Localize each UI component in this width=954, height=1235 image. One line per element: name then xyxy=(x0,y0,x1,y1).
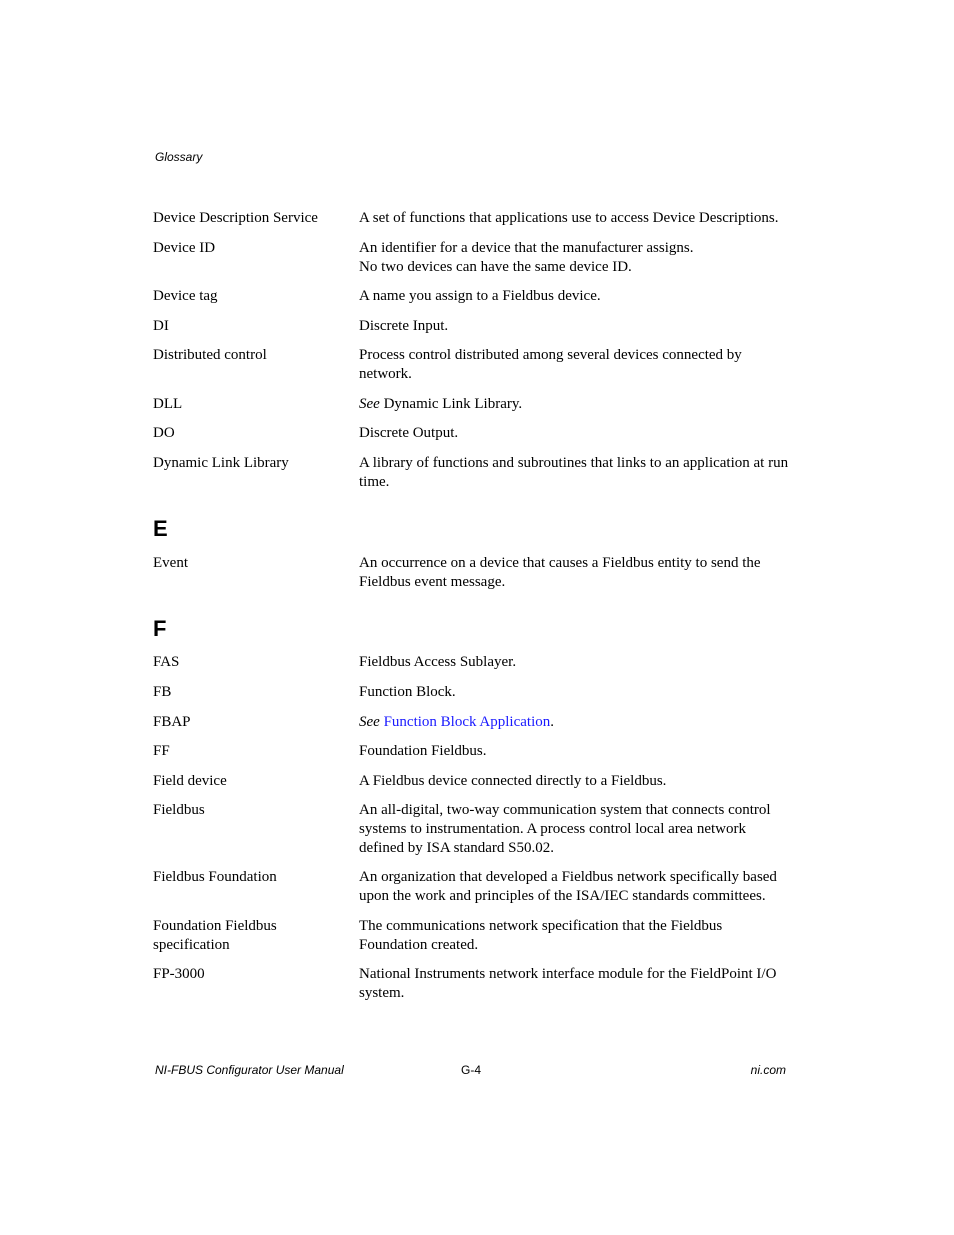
glossary-definition: Process control distributed among several devices connected by network. xyxy=(359,347,742,382)
glossary-definition xyxy=(359,713,789,732)
glossary-term: Fieldbus Foundation xyxy=(153,869,277,885)
see-reference: Dynamic Link Library. xyxy=(379,396,523,412)
glossary-definition: Discrete Input. xyxy=(359,318,449,334)
glossary-term: DI xyxy=(153,318,169,334)
glossary-definition: A library of functions and subroutines that links to an application at run time. xyxy=(359,455,789,490)
glossary-term: FP-3000 xyxy=(153,966,205,982)
section-letter: F xyxy=(153,616,167,641)
glossary-term: Device tag xyxy=(153,288,218,304)
glossary-definition: An all-digital, two-way communication system that connects control systems to instrumentation. A process control local area network defined by ISA standard S50.02. xyxy=(359,802,771,856)
glossary-definition: The communications network specification that the Fieldbus Foundation created. xyxy=(359,918,723,953)
glossary-term: Foundation Fieldbus specification xyxy=(153,918,277,953)
glossary-definition: National Instruments network interface module for the FieldPoint I/O system. xyxy=(359,966,777,1001)
glossary-definition: A Fieldbus device connected directly to a Fieldbus. xyxy=(359,773,667,789)
see-prefix: See xyxy=(359,396,380,412)
glossary-term: FAS xyxy=(153,654,180,670)
glossary-term: FB xyxy=(153,684,172,700)
footer-manual-title: NI-FBUS Configurator User Manual xyxy=(155,1063,344,1077)
glossary-definition: Function Block. xyxy=(359,684,456,700)
footer-website: ni.com xyxy=(750,1063,786,1077)
function-block-application-link[interactable]: Function Block Application xyxy=(383,714,551,730)
glossary-definition: Foundation Fieldbus. xyxy=(359,743,487,759)
glossary-term: DO xyxy=(153,425,175,441)
section-letter: E xyxy=(153,516,168,541)
glossary-definition xyxy=(359,395,789,414)
link-suffix: . xyxy=(550,714,554,730)
glossary-term: FBAP xyxy=(153,714,191,730)
glossary-definition xyxy=(359,239,789,277)
glossary-definition: Discrete Output. xyxy=(359,425,459,441)
glossary-definition: A set of functions that applications use to access Device Descriptions. xyxy=(359,210,779,226)
running-header: Glossary xyxy=(155,150,203,164)
glossary-term: Field device xyxy=(153,773,227,789)
glossary-definition: An occurrence on a device that causes a Fieldbus entity to send the Fieldbus event message. xyxy=(359,555,761,590)
glossary-term: Fieldbus xyxy=(153,802,205,818)
definition-line: An identifier for a device that the manufacturer assigns. xyxy=(359,240,694,256)
glossary-definition: An organization that developed a Fieldbus network specifically based upon the work and principles of the ISA/IEC standards committees. xyxy=(359,869,777,904)
footer-page-number: G-4 xyxy=(461,1063,482,1077)
glossary-definition: A name you assign to a Fieldbus device. xyxy=(359,288,601,304)
see-prefix: See xyxy=(359,714,380,730)
glossary-term: Dynamic Link Library xyxy=(153,455,289,471)
glossary-term: Distributed control xyxy=(153,347,267,363)
glossary-term: Device ID xyxy=(153,240,216,256)
definition-line: No two devices can have the same device ID. xyxy=(359,259,632,275)
glossary-term: FF xyxy=(153,743,170,759)
glossary-term: Device Description Service xyxy=(153,210,318,226)
glossary-term: Event xyxy=(153,555,188,571)
glossary-definition: Fieldbus Access Sublayer. xyxy=(359,654,517,670)
glossary-term: DLL xyxy=(153,396,183,412)
